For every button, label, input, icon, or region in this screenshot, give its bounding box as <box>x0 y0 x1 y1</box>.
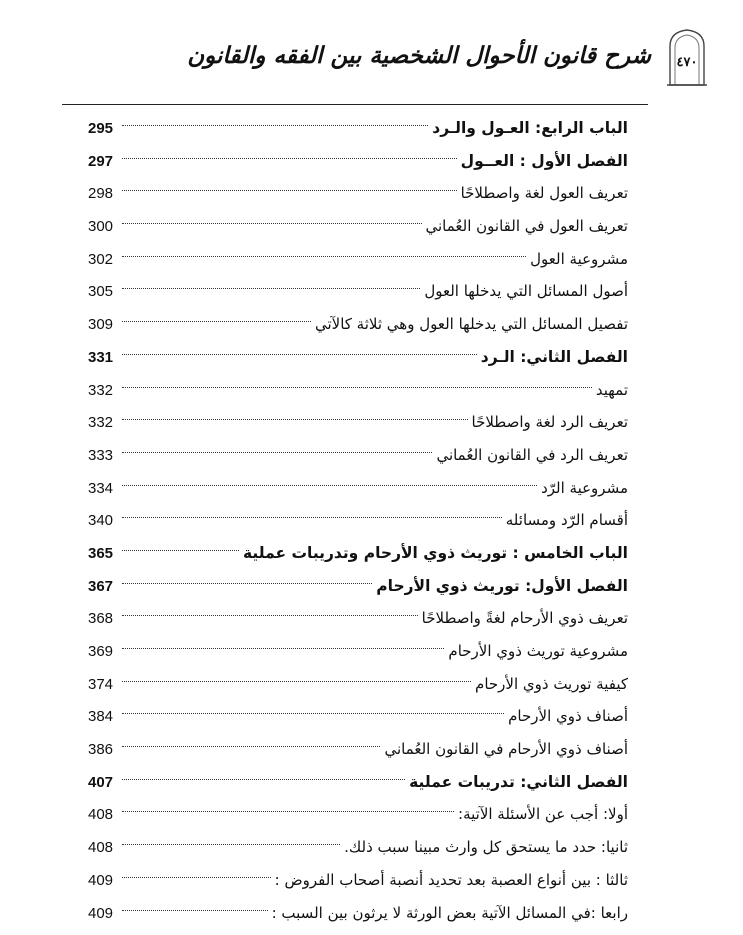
toc-entry-page: 298 <box>88 185 114 203</box>
toc-entry <box>88 341 628 374</box>
toc-dot-leader <box>122 910 268 911</box>
toc-entry-title: الفصل الثاني: الـرد <box>480 347 628 366</box>
toc-entry <box>88 766 628 799</box>
toc-entry-title: تفصيل المسائل التي يدخلها العول وهي ثلاثة كالآتي <box>314 315 628 334</box>
toc-dot-leader <box>122 746 380 747</box>
toc-dot-leader <box>122 419 468 420</box>
toc-entry-title: ثانيا: حدد ما يستحق كل وارث مبينا سبب ذلك. <box>344 838 628 857</box>
toc-entry-page: 332 <box>88 381 114 399</box>
toc-entry-page: 334 <box>88 479 114 497</box>
toc-entry-title: تمهيد <box>595 380 628 399</box>
toc-entry <box>88 700 628 733</box>
toc-dot-leader <box>122 713 504 714</box>
toc-entry-page: 331 <box>88 348 114 366</box>
toc-dot-leader <box>122 550 239 551</box>
toc-entry <box>88 145 628 178</box>
toc-dot-leader <box>122 321 311 322</box>
toc-dot-leader <box>122 648 444 649</box>
toc-dot-leader <box>122 615 418 616</box>
toc-entry-page: 302 <box>88 250 114 268</box>
toc-entry-page: 367 <box>88 577 114 595</box>
toc-entry <box>88 570 628 603</box>
toc-entry-title: أصول المسائل التي يدخلها العول <box>424 282 628 301</box>
toc-entry-title: الباب الرابع: العـول والـرد <box>432 119 628 137</box>
toc-dot-leader <box>122 485 537 486</box>
toc-dot-leader <box>122 288 420 289</box>
toc-entry <box>88 897 628 930</box>
toc-entry-title: أولا: أجب عن الأسئلة الآتية: <box>458 805 628 824</box>
toc-entry-page: 409 <box>88 871 114 889</box>
toc-entry <box>88 635 628 668</box>
toc-entry-page: 333 <box>88 446 114 464</box>
toc-dot-leader <box>122 583 372 584</box>
toc-entry-title: أصناف ذوي الأرحام <box>508 707 628 726</box>
toc-dot-leader <box>122 190 457 191</box>
toc-dot-leader <box>122 681 471 682</box>
toc-entry-title: تعريف العول في القانون العُماني <box>425 217 628 236</box>
toc-entry <box>88 308 628 341</box>
toc-entry-title: تعريف العول لغة واصطلاحًا <box>460 184 628 203</box>
toc-entry-page: 305 <box>88 283 114 301</box>
toc-entry <box>88 374 628 407</box>
toc-entry <box>88 831 628 864</box>
toc-entry-page: 300 <box>88 218 114 236</box>
toc-entry-title: الفصل الأول: توريث ذوي الأرحام <box>376 576 628 595</box>
toc-dot-leader <box>122 387 592 388</box>
toc-entry-title: تعريف ذوي الأرحام لغةً واصطلاحًا <box>421 609 628 628</box>
header-page-number: ٤٧٠ <box>676 55 698 70</box>
toc-entry-title: الفصل الأول : العــول <box>460 151 628 170</box>
toc-entry <box>88 112 628 145</box>
toc-entry-page: 407 <box>88 773 114 791</box>
toc-entry <box>88 537 628 570</box>
toc-entry-title: أصناف ذوي الأرحام في القانون العُماني <box>384 740 628 759</box>
toc-entry-title: مشروعية الرّد <box>541 478 628 497</box>
toc-entry-title: مشروعية توريث ذوي الأرحام <box>448 642 628 660</box>
book-title: شرح قانون الأحوال الشخصية بين الفقه والقانون <box>187 42 651 69</box>
toc-entry <box>88 864 628 897</box>
toc-entry-page: 340 <box>88 512 114 530</box>
toc-entry-page: 409 <box>88 904 114 922</box>
toc-entry-page: 309 <box>88 316 114 334</box>
toc-dot-leader <box>122 158 457 159</box>
toc-entry-title: تعريف الرد لغة واصطلاحًا <box>471 413 628 432</box>
toc-dot-leader <box>122 125 428 126</box>
toc-entry <box>88 504 628 537</box>
toc-entry-title: ثالثا : بين أنواع العصبة بعد تحديد أنصبة أصحاب الفروض : <box>274 870 628 889</box>
toc-entry <box>88 243 628 276</box>
toc-entry-page: 297 <box>88 152 114 170</box>
toc-entry-title: الفصل الثاني: تدريبات عملية <box>409 772 628 791</box>
toc-entry-title: تعريف الرد في القانون العُماني <box>436 445 628 464</box>
toc-entry <box>88 275 628 308</box>
toc-entry-page: 408 <box>88 806 114 824</box>
toc-entry-page: 374 <box>88 675 114 693</box>
toc-entry-page: 408 <box>88 839 114 857</box>
toc-entry-page: 384 <box>88 708 114 726</box>
toc-entry <box>88 406 628 439</box>
toc-entry <box>88 798 628 831</box>
table-of-contents <box>88 112 628 929</box>
toc-dot-leader <box>122 877 271 878</box>
toc-entry-page: 332 <box>88 414 114 432</box>
toc-dot-leader <box>122 223 422 224</box>
toc-entry <box>88 177 628 210</box>
toc-entry-page: 369 <box>88 643 114 660</box>
toc-entry <box>88 602 628 635</box>
toc-entry <box>88 210 628 243</box>
toc-entry-page: 295 <box>88 120 114 137</box>
toc-entry-page: 386 <box>88 741 114 759</box>
toc-dot-leader <box>122 811 454 812</box>
toc-entry-page: 365 <box>88 544 114 562</box>
toc-entry <box>88 439 628 472</box>
toc-entry-title: الباب الخامس : توريث ذوي الأرحام وتدريبات عملية <box>243 543 628 562</box>
toc-entry <box>88 733 628 766</box>
toc-dot-leader <box>122 256 526 257</box>
toc-dot-leader <box>122 779 405 780</box>
page-header <box>91 28 698 104</box>
toc-dot-leader <box>122 452 432 453</box>
toc-entry <box>88 668 628 701</box>
header-divider <box>62 104 648 105</box>
toc-dot-leader <box>122 517 502 518</box>
toc-entry-page: 368 <box>88 610 114 628</box>
toc-entry <box>88 472 628 505</box>
toc-entry-title: كيفية توريث ذوي الأرحام <box>475 674 628 693</box>
toc-entry-title: أقسام الرّد ومسائله <box>505 511 628 530</box>
toc-entry-title: مشروعية العول <box>530 249 628 268</box>
toc-dot-leader <box>122 844 340 845</box>
toc-entry-title: رابعا :في المسائل الآتية بعض الورثة لا يرثون بين السبب : <box>271 903 628 922</box>
toc-dot-leader <box>122 354 477 355</box>
